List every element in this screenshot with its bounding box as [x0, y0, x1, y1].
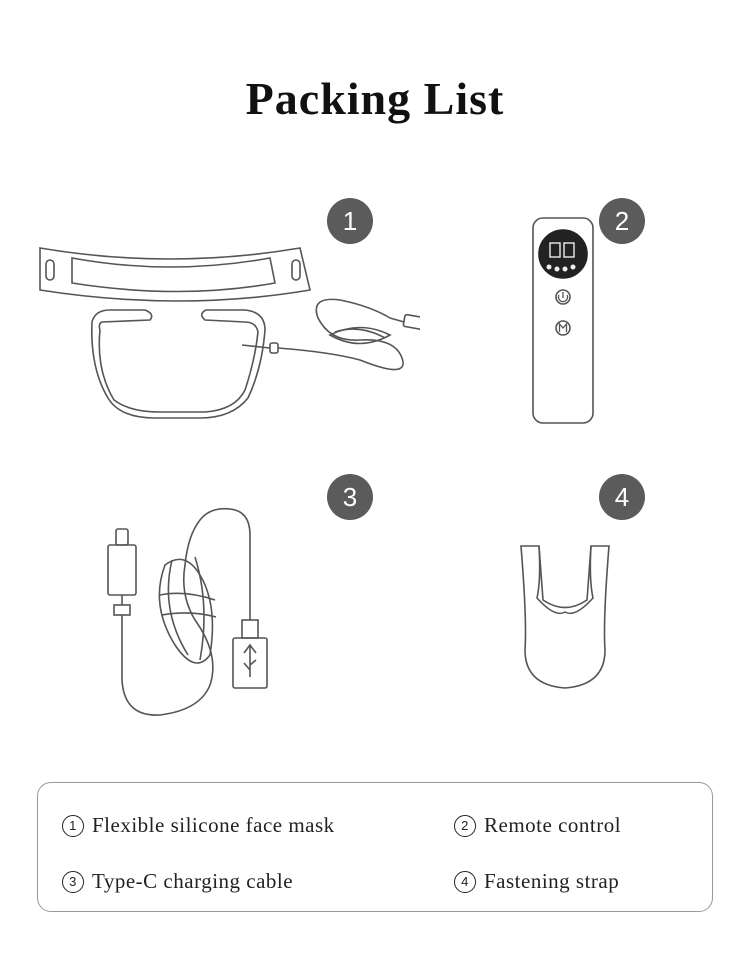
- legend-number-1: 1: [62, 815, 84, 837]
- item-1-number-badge: 1: [327, 198, 373, 244]
- legend-item-3: [62, 869, 293, 894]
- legend-label-3: Type-C charging cable: [92, 869, 294, 893]
- legend-label-4: Fastening strap: [484, 869, 620, 893]
- legend-number-3: 3: [62, 871, 84, 893]
- type-c-cable-icon: [100, 505, 275, 725]
- face-mask-icon: [30, 240, 420, 425]
- fastening-strap-icon: [515, 540, 615, 695]
- legend-item-4: [454, 869, 619, 894]
- remote-control-icon: [530, 215, 596, 427]
- legend-number-4: 4: [454, 871, 476, 893]
- legend-number-2: 2: [454, 815, 476, 837]
- legend-item-1: [62, 813, 335, 838]
- item-3-number-badge: 3: [327, 474, 373, 520]
- item-legend: [37, 782, 713, 912]
- legend-label-1: Flexible silicone face mask: [92, 813, 335, 837]
- legend-item-2: [454, 813, 621, 838]
- item-4-number-badge: 4: [599, 474, 645, 520]
- page-title: Packing List: [245, 73, 505, 124]
- legend-label-2: Remote control: [484, 813, 622, 837]
- item-2-number-badge: 2: [599, 198, 645, 244]
